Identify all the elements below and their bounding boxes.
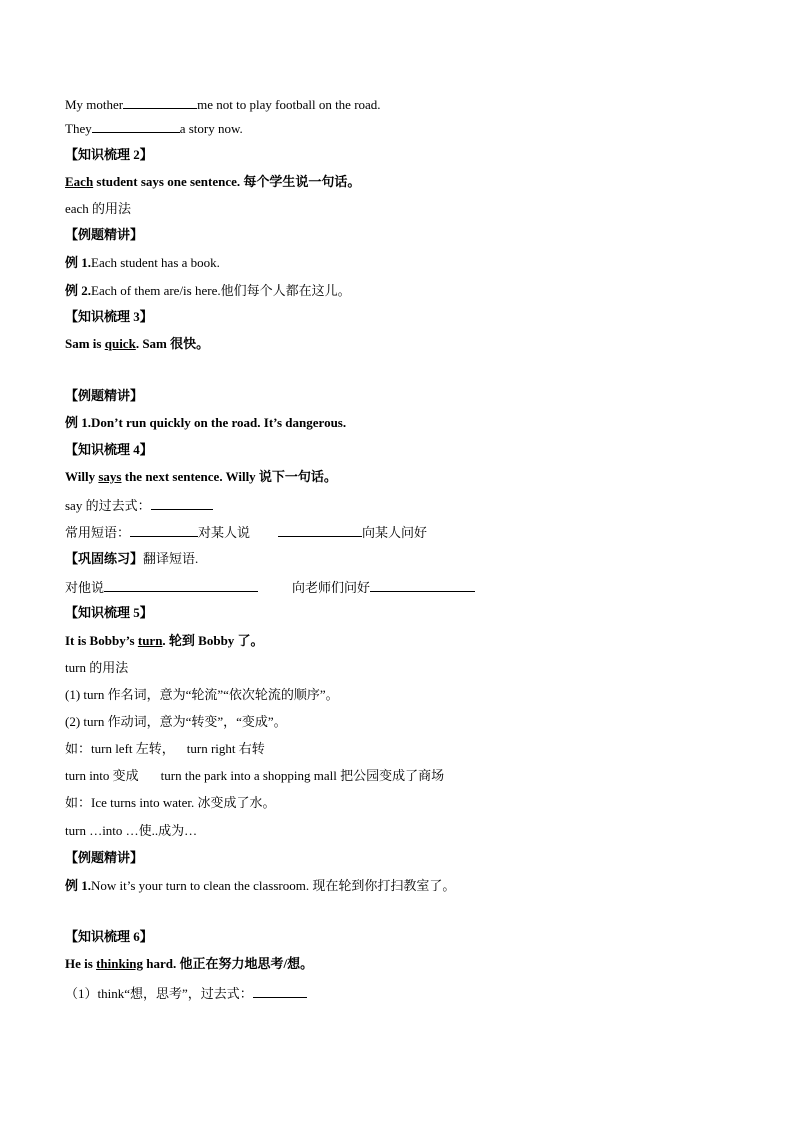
text: turn right 右转 — [186, 741, 265, 756]
usage-example — [65, 740, 265, 758]
example-1: 例 1.Don’t run quickly on the road. It’s dangerous. — [65, 415, 347, 430]
text: He is — [65, 956, 97, 971]
text: 常用短语： — [65, 525, 131, 540]
example-label: 例 1. — [65, 255, 92, 270]
section-heading-5: 【知识梳理 5】 — [65, 605, 153, 620]
usage-example — [65, 767, 444, 785]
underlined-word: Each — [65, 174, 94, 189]
key-sentence-5 — [65, 632, 264, 650]
text: . 轮到 Bobby 了。 — [162, 633, 264, 648]
text: Sam is — [65, 336, 105, 351]
text: （1）think“想，思考”，过去式： — [65, 986, 253, 1001]
text: 对他说 — [65, 580, 105, 595]
practice-heading — [65, 550, 198, 568]
key-sentence-3 — [65, 335, 209, 353]
text: turn the park into a shopping mall 把公园变成了商场 — [160, 768, 445, 783]
text: the next sentence. Willy 说下一句话。 — [121, 469, 337, 484]
usage-item-1: (1) turn 作名词，意为“轮流”“依次轮流的顺序”。 — [65, 687, 339, 702]
key-sentence-2 — [65, 173, 360, 191]
text: Each of them are/is here.他们每个人都在这儿。 — [91, 283, 351, 298]
usage-pattern: turn …into …使..成为… — [65, 823, 198, 838]
phrase-line — [65, 523, 427, 542]
example-heading: 【例题精讲】 — [65, 227, 144, 242]
key-sentence-6 — [65, 955, 313, 973]
text: 对某人说 — [198, 525, 251, 540]
text: 向老师们问好 — [292, 580, 371, 595]
text: 翻译短语. — [143, 551, 199, 566]
translation: 每个学生说一句话。 — [240, 174, 361, 189]
underlined-word: says — [98, 469, 122, 484]
text: Each student has a book. — [91, 255, 220, 270]
text: me not to play football on the road. — [197, 97, 381, 112]
past-tense-line — [65, 496, 213, 515]
text: a story now. — [179, 121, 243, 136]
section-heading-6: 【知识梳理 6】 — [65, 929, 153, 944]
answer-blank[interactable] — [123, 95, 197, 109]
answer-blank[interactable] — [92, 119, 180, 133]
exercise-line-2 — [65, 119, 243, 138]
usage-item-2: (2) turn 作动词，意为“转变”，“变成”。 — [65, 714, 287, 729]
section-heading-3: 【知识梳理 3】 — [65, 309, 153, 324]
answer-blank[interactable] — [130, 523, 198, 537]
usage-example: 如：Ice turns into water. 冰变成了水。 — [65, 795, 276, 810]
example-2 — [65, 282, 351, 300]
think-past-tense — [65, 984, 307, 1003]
text: 向某人问好 — [362, 525, 428, 540]
text: Willy — [65, 469, 99, 484]
example-1 — [65, 254, 220, 272]
answer-blank[interactable] — [104, 578, 258, 592]
text: They — [65, 121, 92, 136]
usage-line: each 的用法 — [65, 201, 132, 216]
text: hard. 他正在努力地思考/想。 — [143, 956, 314, 971]
example-label: 例 1. — [65, 878, 92, 893]
section-heading-2: 【知识梳理 2】 — [65, 147, 153, 162]
text: . Sam 很快。 — [135, 336, 210, 351]
text: say 的过去式： — [65, 498, 151, 513]
example-1 — [65, 877, 455, 895]
answer-blank[interactable] — [370, 578, 475, 592]
text: 如：turn left 左转， — [65, 741, 175, 756]
practice-label: 【巩固练习】 — [65, 551, 144, 566]
example-label: 例 2. — [65, 283, 92, 298]
section-heading-4: 【知识梳理 4】 — [65, 442, 153, 457]
text: turn into 变成 — [65, 768, 139, 783]
answer-blank[interactable] — [151, 496, 213, 510]
usage-line: turn 的用法 — [65, 660, 129, 675]
exercise-line-1 — [65, 95, 381, 114]
text: My mother — [65, 97, 124, 112]
underlined-word: turn — [137, 633, 163, 648]
text: Now it’s your turn to clean the classroom. 现在轮到你打扫教室了。 — [91, 878, 456, 893]
answer-blank[interactable] — [278, 523, 362, 537]
text: student says one sentence. — [93, 174, 241, 189]
underlined-word: thinking — [96, 956, 144, 971]
translate-line — [65, 578, 475, 597]
example-heading: 【例题精讲】 — [65, 388, 144, 403]
example-heading: 【例题精讲】 — [65, 850, 144, 865]
key-sentence-4 — [65, 468, 337, 486]
text: It is Bobby’s — [65, 633, 138, 648]
underlined-word: quick — [104, 336, 136, 351]
answer-blank[interactable] — [253, 984, 307, 998]
